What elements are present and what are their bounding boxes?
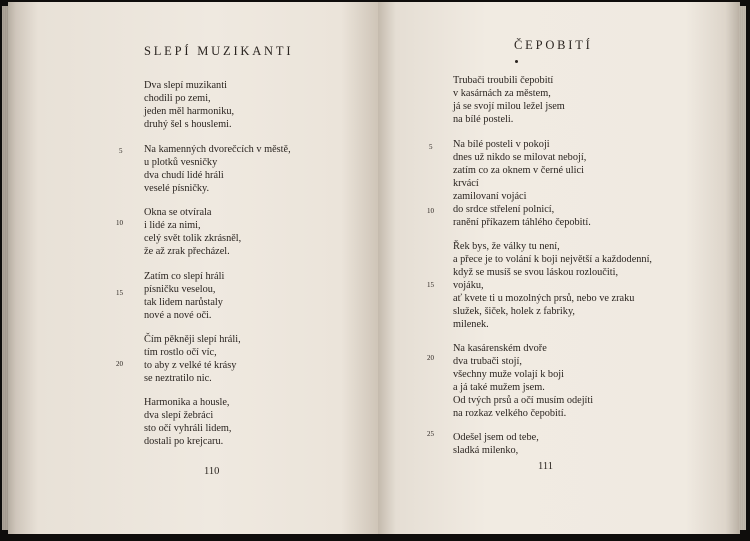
poem-line: já se svojí milou ležel jsem [453, 101, 565, 112]
poem-line: do srdce střelení polnicí, [453, 204, 555, 215]
poem-line: Odešel jsem od tebe, [453, 432, 539, 443]
poem-line: Na kasárenském dvoře [453, 343, 547, 354]
poem-line: u plotků vesničky [144, 157, 218, 168]
poem-line: ranění příkazem táhlého čepobití. [453, 217, 591, 228]
line-number: 25 [427, 430, 434, 438]
poem-line: na bílé posteli. [453, 114, 514, 125]
poem-line: Řek bys, že války tu není, [453, 241, 560, 252]
poem-line: Čím pěkněji slepí hráli, [144, 334, 241, 345]
poem-line: tím rostlo očí víc, [144, 347, 217, 358]
poem-line: zatím co za oknem v černé ulici [453, 165, 584, 176]
poem-line: dva chudí lidé hráli [144, 170, 224, 181]
ornament-dot [515, 60, 518, 63]
poem-line: Harmonika a housle, [144, 397, 230, 408]
poem-line: krvácí [453, 178, 479, 189]
page-number: 110 [204, 466, 220, 477]
poem-line: jeden měl harmoniku, [144, 106, 235, 117]
poem-line: Na bílé posteli v pokoji [453, 139, 550, 150]
poem-line: celý svět tolik zkrásněl, [144, 233, 242, 244]
poem-line: Od tvých prsů a očí musím odejíti [453, 395, 594, 406]
poem-line: dva trubači stojí, [453, 356, 522, 367]
line-number: 10 [116, 219, 123, 227]
poem-line: sto očí vyhráli lidem, [144, 423, 232, 434]
poem-line: na rozkaz velkého čepobití. [453, 408, 567, 419]
open-book [8, 2, 740, 534]
poem-line: to aby z velké té krásy [144, 360, 237, 371]
poem-line: v kasárnách za městem, [453, 88, 551, 99]
poem-line: se neztratilo nic. [144, 373, 212, 384]
poem-line: Trubači troubili čepobití [453, 75, 554, 86]
poem-line: i lidé za nimi, [144, 220, 201, 231]
poem-line: dnes už nikdo se milovat nebojí, [453, 152, 587, 163]
poem-line: a přece je to volání k boji největší a každodenní, [453, 254, 653, 265]
poem-line: zamilovaní vojáci [453, 191, 527, 202]
page-edge-right [738, 6, 746, 530]
page-title: SLEPÍ MUZIKANTI [144, 44, 294, 58]
poem-line: nové a nové oči. [144, 310, 212, 321]
poem-line: milenek. [453, 319, 489, 330]
poem-line: že až zrak přecházel. [144, 246, 230, 257]
poem-line: Okna se otvírala [144, 207, 212, 218]
poem-line: ať kvete ti u mozolných prsů, nebo ve zraku [453, 293, 635, 304]
poem-line: Dva slepí muzikanti [144, 80, 227, 91]
poem-line: všechny muže volají k boji [453, 369, 564, 380]
poem-line: sladká milenko, [453, 445, 519, 456]
poem-line: když se musíš se svou láskou rozloučiti, [453, 267, 619, 278]
line-number: 15 [116, 289, 123, 297]
line-number: 20 [116, 360, 123, 368]
line-number: 5 [429, 143, 433, 151]
poem-line: druhý šel s houslemi. [144, 119, 232, 130]
line-number: 10 [427, 207, 434, 215]
left-page [8, 2, 378, 534]
poem-line: dva slepí žebráci [144, 410, 214, 421]
line-number: 20 [427, 354, 434, 362]
poem-line: dostali po krejcaru. [144, 436, 224, 447]
poem-line: Zatím co slepí hráli [144, 271, 225, 282]
poem-line: chodili po zemi, [144, 93, 211, 104]
page-title: ČEPOBITÍ [514, 38, 593, 52]
page-number: 111 [538, 461, 553, 472]
poem-line: Na kamenných dvorečcích v městě, [144, 144, 291, 155]
line-number: 15 [427, 281, 434, 289]
poem-line: písničku veselou, [144, 284, 216, 295]
poem-line: a já také mužem jsem. [453, 382, 545, 393]
right-page [378, 2, 740, 534]
line-number: 5 [119, 147, 123, 155]
poem-line: tak lidem narůstaly [144, 297, 223, 308]
poem-line: veselé písničky. [144, 183, 210, 194]
poem-line: vojáku, [453, 280, 484, 291]
poem-line: služek, šiček, holek z fabriky, [453, 306, 575, 317]
